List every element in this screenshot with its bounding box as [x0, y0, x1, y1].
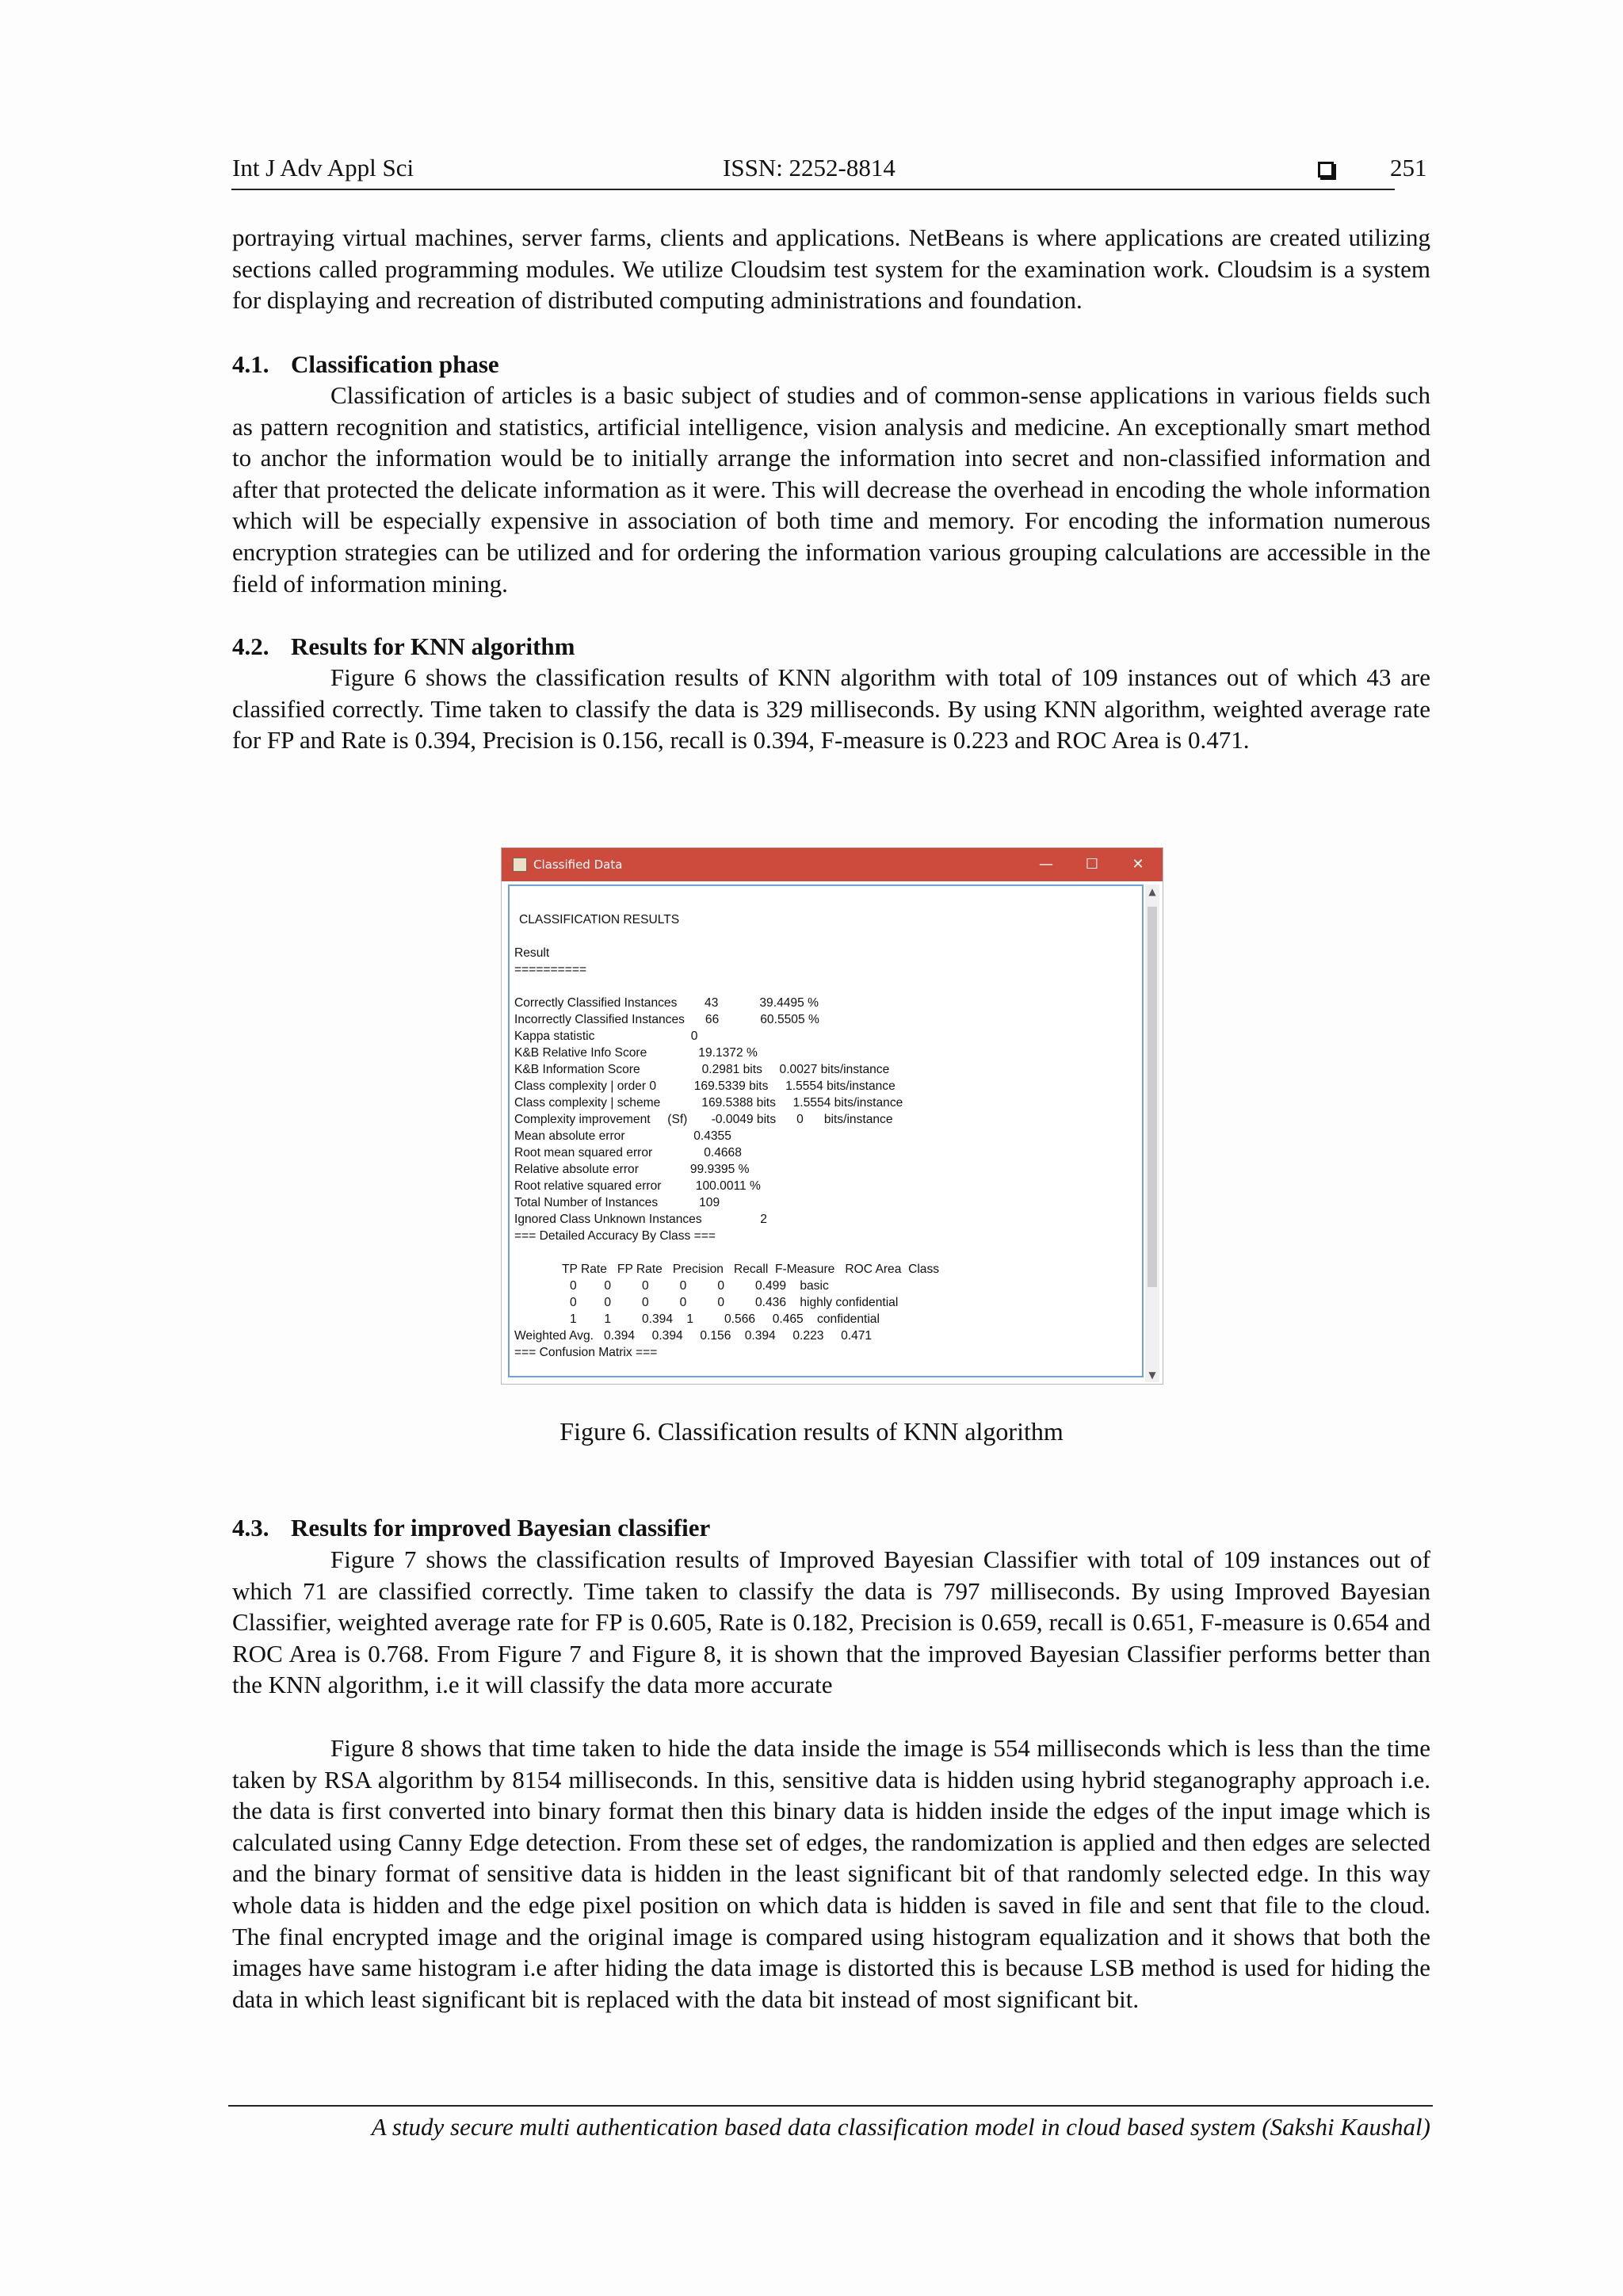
vertical-scrollbar[interactable] [1145, 884, 1159, 1382]
accuracy-row: 0 0 0 0 0 0.436 highly confidential [570, 1296, 899, 1309]
steganography-paragraph: Figure 8 shows that time taken to hide the data inside the image is 554 milliseconds which is less than the time taken by RSA algorithm by 8154 milliseconds. In this, sensitive data is hidden using hybrid steganography approach i.e. the data is first converted into binary format then this binary data is hidden inside the edges of the input image which is calculated using Canny Edge detection. From these set of edges, the randomization is applied and then edges are selected and the binary format of sensitive data is hidden in the least significant bit of that randomly selected edge. In this way whole data is hidden and the edge pixel position on which data is hidden is saved in file and sent that file to the cloud. The final encrypted image and the original image is compared using histogram equalization and it shows that both the images have same histogram i.e after hiding the data image is distorted this is because LSB method is used for hiding the data in which least significant bit is replaced with the data bit instead of most significant bit. [232, 1734, 1430, 2013]
result-line: Root mean squared error 0.4668 [514, 1146, 742, 1159]
running-footer: A study secure multi authentication based data classification model in cloud based system (Sakshi Kaushal) [371, 2113, 1430, 2141]
accuracy-header-row: TP Rate FP Rate Precision Recall F-Measure ROC Area Class [562, 1263, 940, 1276]
results-text-area[interactable] [508, 884, 1144, 1377]
result-line: === Detailed Accuracy By Class === [514, 1229, 716, 1243]
result-line: ========== [514, 963, 587, 976]
result-line: Correctly Classified Instances 43 39.4495 % [514, 996, 819, 1010]
weighted-avg-row: Weighted Avg. 0.394 0.394 0.156 0.394 0.223 0.471 [514, 1329, 873, 1343]
result-line: === Confusion Matrix === [514, 1346, 658, 1359]
intro-paragraph: portraying virtual machines, server farms, clients and applications. NetBeans is where applications are created utilizing sections called programming modules. We utilize Cloudsim test system for the examination work. Cloudsim is a system for displaying and recreation of distributed computing administrations and foundation. [232, 223, 1430, 315]
result-line: Root relative squared error 100.0011 % [514, 1179, 761, 1193]
page-number: 251 [1390, 154, 1427, 181]
figure-caption: Figure 6. Classification results of KNN algorithm [559, 1417, 1064, 1446]
classified-data-window [501, 847, 1163, 1385]
issn: ISSN: 2252-8814 [723, 154, 896, 181]
result-line: K&B Information Score 0.2981 bits 0.0027 bits/instance [514, 1063, 890, 1076]
result-line: Class complexity | order 0 169.5339 bits 1.5554 bits/instance [514, 1079, 896, 1093]
scrollbar-thumb[interactable] [1148, 907, 1157, 1287]
result-line: Total Number of Instances 109 [514, 1196, 720, 1209]
header-rule [231, 189, 1395, 190]
checkbox-square-icon [1318, 162, 1334, 178]
result-line: CLASSIFICATION RESULTS [519, 913, 680, 926]
section-heading-4-1: 4.1. Classification phase [232, 350, 499, 378]
scroll-down-icon[interactable]: ▼ [1148, 1370, 1156, 1381]
result-line: K&B Relative Info Score 19.1372 % [514, 1046, 758, 1060]
result-line: Relative absolute error 99.9395 % [514, 1163, 750, 1176]
result-line: Kappa statistic 0 [514, 1030, 698, 1043]
knn-results-paragraph: Figure 6 shows the classification results of KNN algorithm with total of 109 instances out of which 43 are classified correctly. Time taken to classify the data is 329 milliseconds. By using KNN algorithm, weighted average rate for FP and Rate is 0.394, Precision is 0.156, recall is 0.394, F-measure is 0.223 and ROC Area is 0.471. [232, 663, 1430, 755]
accuracy-row: 0 0 0 0 0 0.499 basic [570, 1279, 829, 1293]
journal-name: Int J Adv Appl Sci [232, 154, 414, 181]
result-line: Incorrectly Classified Instances 66 60.5505 % [514, 1013, 819, 1026]
result-line: Complexity improvement (Sf) -0.0049 bits 0 bits/instance [514, 1113, 893, 1126]
close-icon[interactable]: ✕ [1132, 856, 1144, 873]
result-line: Ignored Class Unknown Instances 2 [514, 1213, 767, 1226]
minimize-icon[interactable]: — [1039, 856, 1053, 873]
result-line: Class complexity | scheme 169.5388 bits 1.5554 bits/instance [514, 1096, 903, 1110]
java-app-icon [513, 858, 527, 872]
classification-phase-paragraph: Classification of articles is a basic subject of studies and of common-sense applications in various fields such as pattern recognition and statistics, artificial intelligence, vision analysis and medicine. An exceptionally smart method to anchor the information would be to initially arrange the information into secret and non-classified information and after that protected the delicate information as it were. This will decrease the overhead in encoding the whole information which will be especially expensive in association of both time and memory. For encoding the information numerous encryption strategies can be utilized and for ordering the information various grouping calculations are accessible in the field of information mining. [232, 381, 1430, 598]
accuracy-row: 1 1 0.394 1 0.566 0.465 confidential [570, 1312, 880, 1326]
bayesian-results-paragraph: Figure 7 shows the classification results of Improved Bayesian Classifier with total of 109 instances out of which 71 are classified correctly. Time taken to classify the data is 797 milliseconds. By using Improved Bayesian Classifier, weighted average rate for FP is 0.605, Rate is 0.182, Precision is 0.659, recall is 0.651, F-measure is 0.654 and ROC Area is 0.768. From Figure 7 and Figure 8, it is shown that the improved Bayesian Classifier performs better than the KNN algorithm, i.e it will classify the data more accurate [232, 1545, 1430, 1699]
window-title-bar[interactable] [502, 848, 1163, 881]
result-line: Result [514, 946, 550, 960]
maximize-icon[interactable]: ☐ [1085, 856, 1099, 873]
section-heading-4-3: 4.3. Results for improved Bayesian classifier [232, 1514, 711, 1541]
window-title: Classified Data [533, 858, 623, 872]
result-line: Mean absolute error 0.4355 [514, 1129, 731, 1143]
scroll-up-icon[interactable]: ▲ [1148, 886, 1156, 897]
section-heading-4-2: 4.2. Results for KNN algorithm [232, 632, 575, 660]
footer-rule [228, 2105, 1433, 2107]
